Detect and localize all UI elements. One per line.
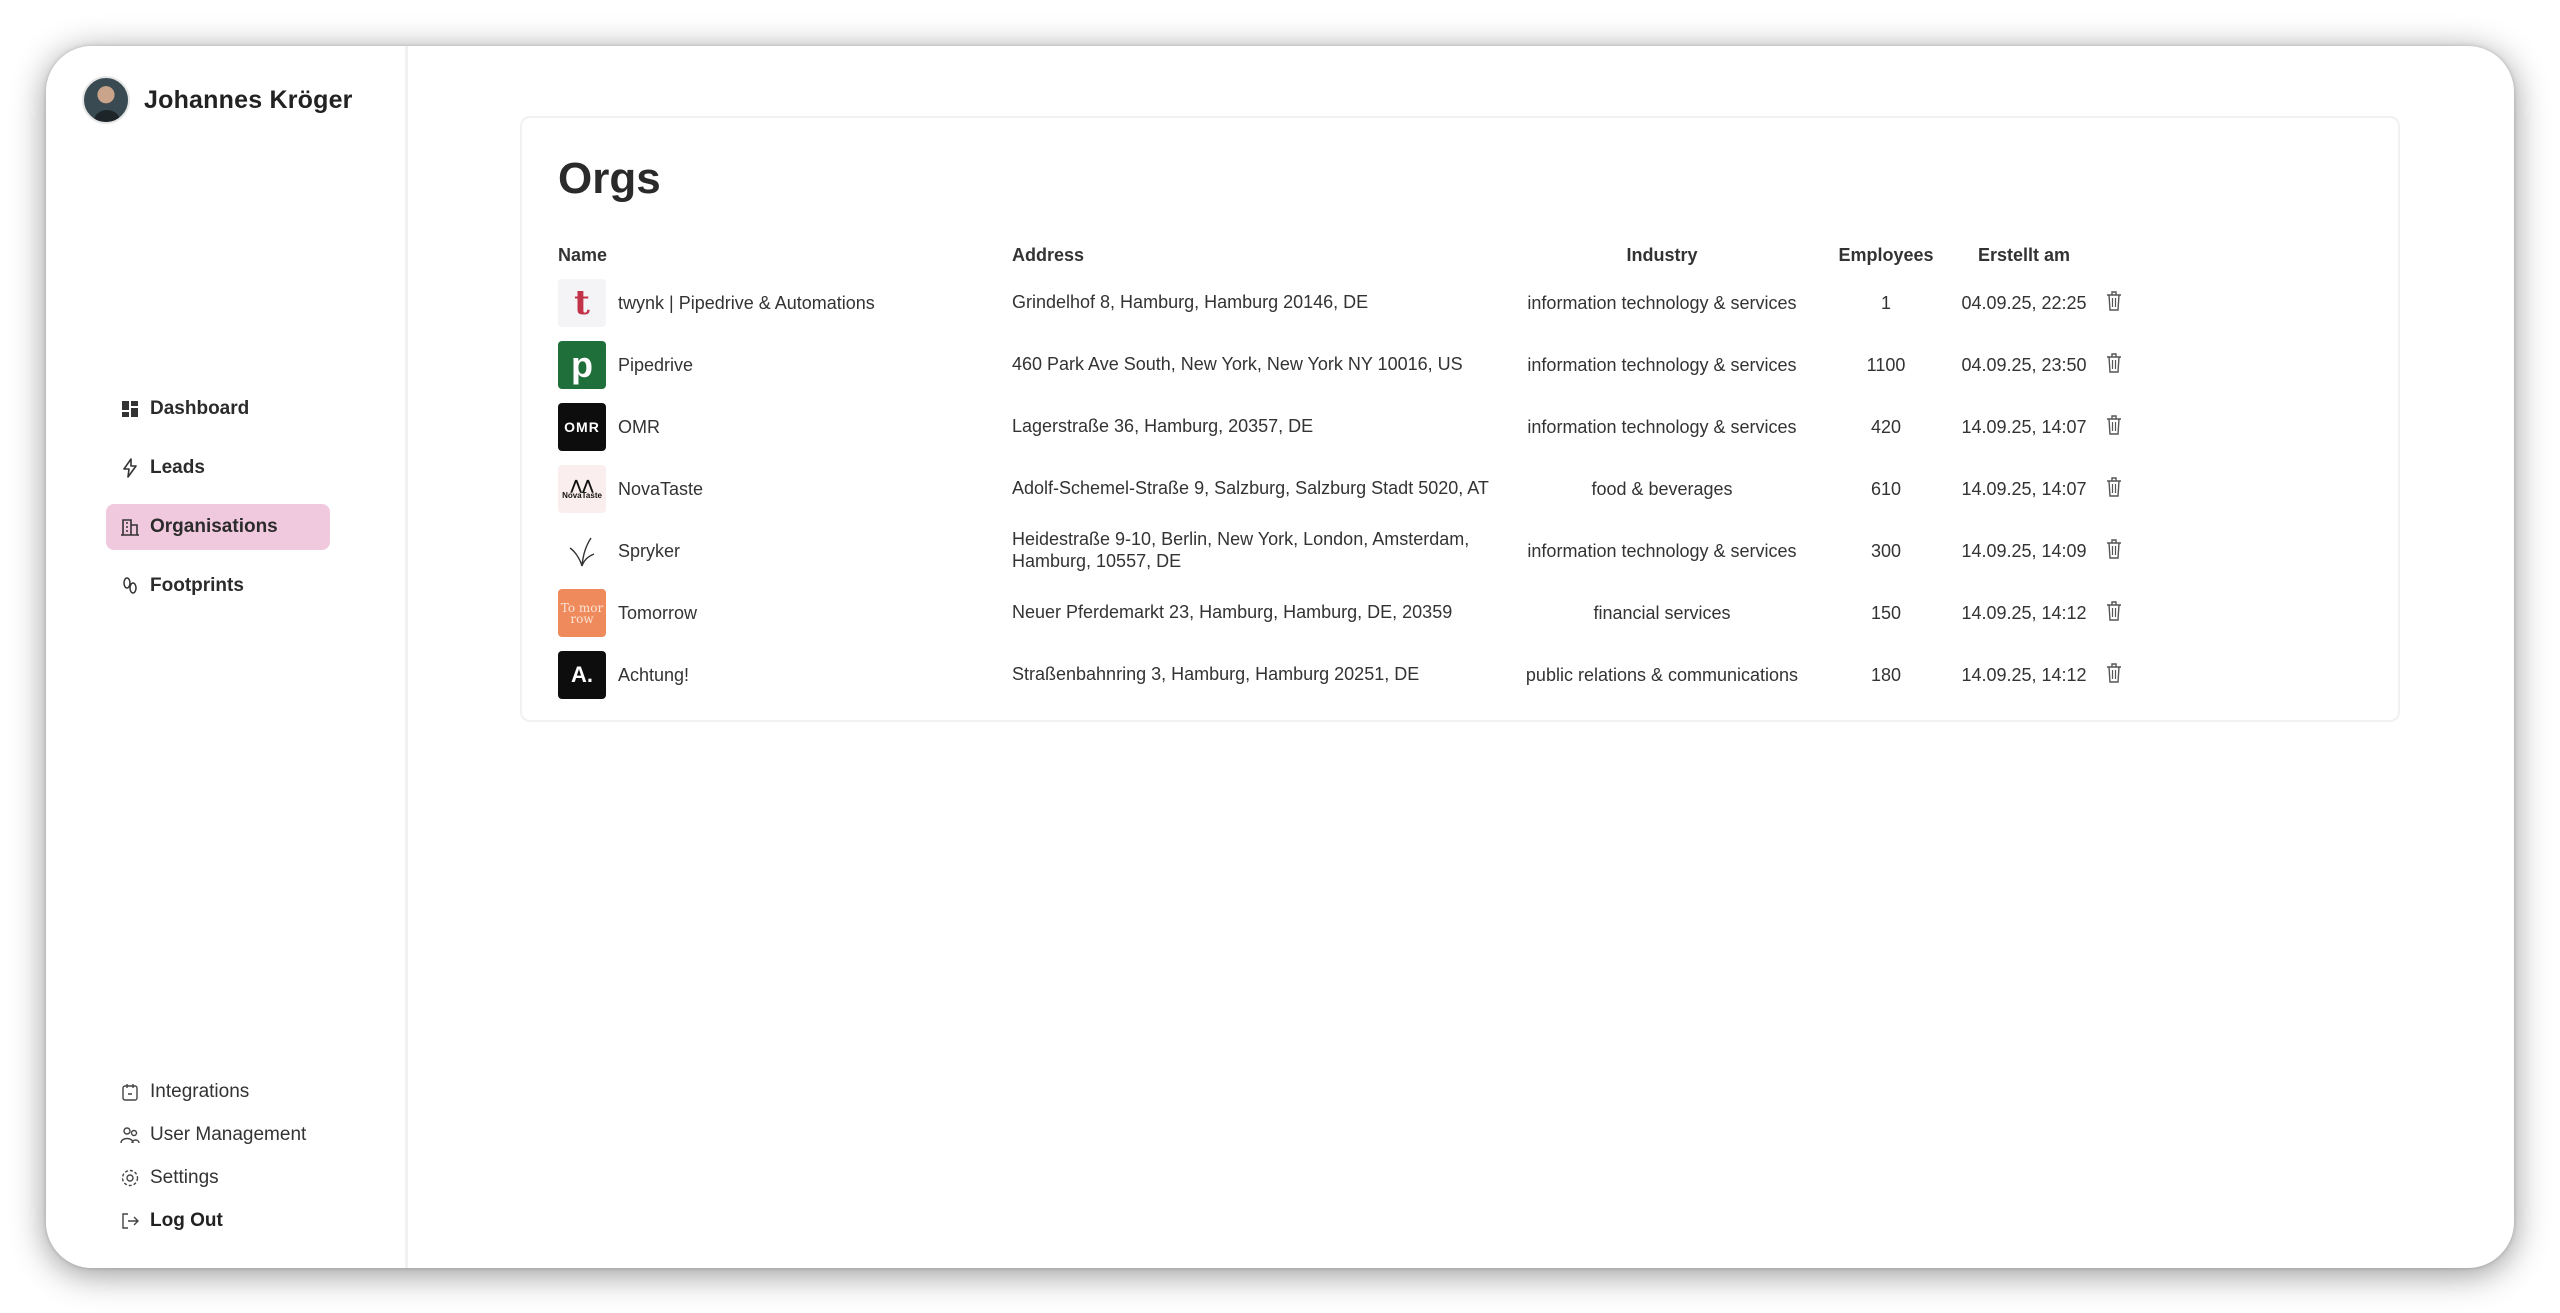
nav-item-logout[interactable] — [120, 1207, 306, 1235]
org-logo-text: NovaTaste — [562, 491, 602, 500]
orgs-table — [558, 238, 2148, 706]
orgs-card — [520, 116, 2400, 722]
org-name[interactable]: Pipedrive — [618, 354, 694, 375]
org-name[interactable]: NovaTaste — [618, 478, 704, 499]
org-industry: information technology & services — [1527, 292, 1797, 313]
org-industry: food & beverages — [1591, 478, 1733, 499]
user-profile[interactable] — [82, 76, 353, 124]
org-industry: information technology & services — [1527, 540, 1797, 561]
trash-icon[interactable] — [2104, 290, 2124, 312]
org-logo: t — [558, 279, 606, 327]
org-employees: 1 — [1880, 292, 1891, 313]
column-header-actions — [2104, 238, 2148, 272]
org-name[interactable]: OMR — [618, 416, 660, 437]
column-header-name[interactable]: Name — [558, 244, 608, 265]
org-created: 04.09.25, 22:25 — [1961, 292, 2087, 313]
app-window — [46, 46, 2514, 1268]
org-created: 14.09.25, 14:09 — [1961, 540, 2087, 561]
building-icon — [120, 517, 140, 537]
bolt-icon — [120, 458, 140, 478]
org-name[interactable]: Achtung! — [618, 664, 690, 685]
table-row[interactable] — [558, 334, 2148, 396]
trash-icon[interactable] — [2104, 476, 2124, 498]
user-name: Johannes Kröger — [144, 85, 353, 114]
secondary-nav — [120, 1078, 306, 1250]
nav-item-label: Settings — [150, 1167, 219, 1188]
org-logo — [558, 465, 606, 513]
column-header-employees[interactable]: Employees — [1838, 244, 1934, 265]
org-logo: To mor row — [558, 589, 606, 637]
column-header-industry[interactable]: Industry — [1626, 244, 1698, 265]
footprint-icon — [120, 576, 140, 596]
nav-item-label: Organisations — [150, 516, 278, 537]
table-row[interactable] — [558, 520, 2148, 582]
nav-item-settings[interactable] — [120, 1164, 306, 1192]
trash-icon[interactable] — [2104, 414, 2124, 436]
org-name[interactable]: twynk | Pipedrive & Automations — [618, 292, 875, 313]
org-address: 460 Park Ave South, New York, New York NY 10016, US — [1012, 354, 1463, 375]
column-header-address[interactable]: Address — [1012, 244, 1085, 265]
org-created: 14.09.25, 14:12 — [1961, 664, 2087, 685]
nav-item-label: Leads — [150, 457, 205, 478]
org-name[interactable]: Tomorrow — [618, 602, 698, 623]
table-row[interactable] — [558, 644, 2148, 706]
trash-icon[interactable] — [2104, 600, 2124, 622]
table-row[interactable] — [558, 272, 2148, 334]
gear-icon — [120, 1168, 140, 1188]
trash-icon[interactable] — [2104, 352, 2124, 374]
org-employees: 150 — [1870, 602, 1902, 623]
nav-item-label: Footprints — [150, 575, 244, 596]
org-employees: 300 — [1870, 540, 1902, 561]
table-header-row — [558, 238, 2148, 272]
main-nav — [106, 386, 330, 622]
nav-item-dashboard[interactable] — [106, 386, 330, 432]
org-address: Neuer Pferdemarkt 23, Hamburg, Hamburg, DE, 20359 — [1012, 602, 1453, 623]
org-address: Adolf-Schemel-Straße 9, Salzburg, Salzburg Stadt 5020, AT — [1012, 478, 1489, 499]
nav-item-integrations[interactable] — [120, 1078, 306, 1106]
column-header-created[interactable]: Erstellt am — [1977, 244, 2071, 265]
org-logo: OMR — [558, 403, 606, 451]
table-row[interactable] — [558, 396, 2148, 458]
avatar — [82, 76, 130, 124]
sidebar — [46, 46, 408, 1268]
org-industry: information technology & services — [1527, 416, 1797, 437]
nav-item-leads[interactable] — [106, 445, 330, 491]
table-row[interactable] — [558, 458, 2148, 520]
org-logo — [558, 527, 606, 575]
org-industry: information technology & services — [1527, 354, 1797, 375]
nav-item-label: Integrations — [150, 1081, 250, 1102]
org-logo: A. — [558, 651, 606, 699]
org-logo: p — [558, 341, 606, 389]
nav-item-organisations[interactable] — [106, 504, 330, 550]
org-created: 04.09.25, 23:50 — [1961, 354, 2087, 375]
org-employees: 610 — [1870, 478, 1902, 499]
page-title: Orgs — [558, 154, 661, 203]
table-row[interactable] — [558, 582, 2148, 644]
nav-item-label: Dashboard — [150, 398, 250, 419]
org-industry: financial services — [1593, 602, 1731, 623]
org-created: 14.09.25, 14:07 — [1961, 416, 2087, 437]
spryker-logo-icon — [567, 534, 597, 568]
org-address: Straßenbahnring 3, Hamburg, Hamburg 20251, DE — [1012, 664, 1420, 685]
org-created: 14.09.25, 14:07 — [1961, 478, 2087, 499]
org-address: Grindelhof 8, Hamburg, Hamburg 20146, DE — [1012, 292, 1369, 313]
dashboard-icon — [120, 399, 140, 419]
logout-icon — [120, 1211, 140, 1231]
org-industry: public relations & communications — [1525, 664, 1799, 685]
org-address: Lagerstraße 36, Hamburg, 20357, DE — [1012, 416, 1314, 437]
integrations-icon — [120, 1082, 140, 1102]
org-employees: 1100 — [1866, 354, 1906, 375]
novataste-mark-icon: ⋀⋀ — [570, 477, 594, 493]
org-name[interactable]: Spryker — [618, 540, 681, 561]
trash-icon[interactable] — [2104, 538, 2124, 560]
org-employees: 420 — [1870, 416, 1902, 437]
org-address: Heidestraße 9-10, Berlin, New York, London, Amsterdam, Hamburg, 10557, DE — [1012, 529, 1470, 571]
nav-item-label: Log Out — [150, 1210, 223, 1231]
trash-icon[interactable] — [2104, 662, 2124, 684]
users-icon — [120, 1125, 140, 1145]
org-created: 14.09.25, 14:12 — [1961, 602, 2087, 623]
org-employees: 180 — [1870, 664, 1902, 685]
nav-item-footprints[interactable] — [106, 563, 330, 609]
nav-item-label: User Management — [150, 1124, 307, 1145]
nav-item-user-management[interactable] — [120, 1121, 306, 1149]
